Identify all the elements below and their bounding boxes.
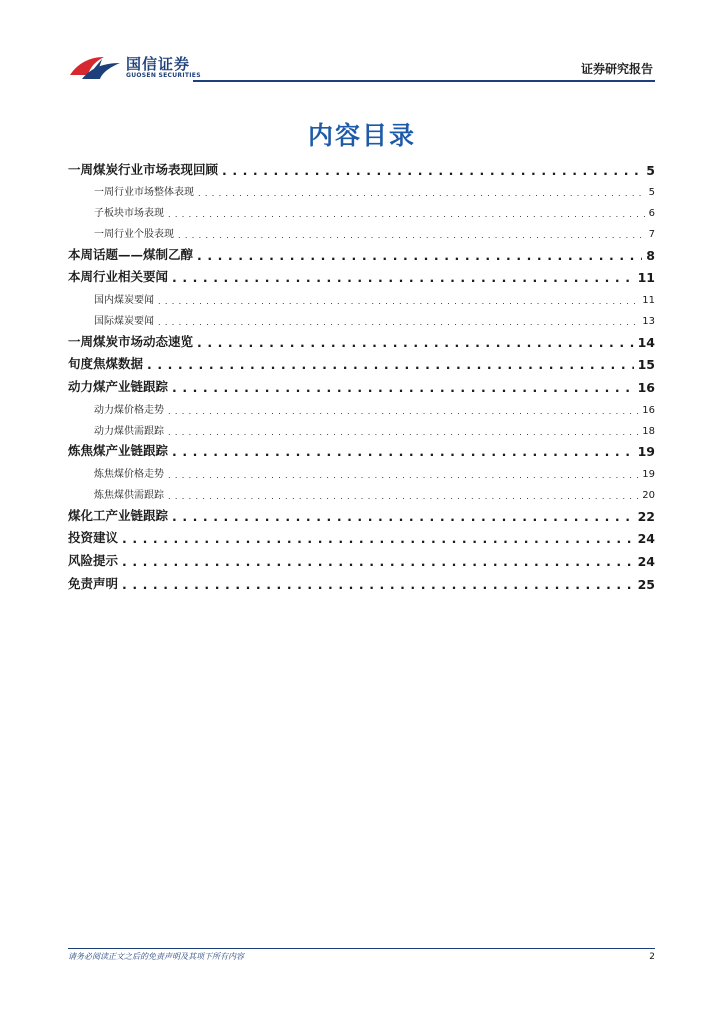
toc-entry-page: 16	[642, 404, 655, 416]
toc-entry-chapter[interactable]	[68, 263, 655, 286]
toc-entry-title: 煤化工产业链跟踪	[68, 507, 169, 523]
toc-dot-leader	[172, 444, 634, 459]
toc-entry-page: 18	[642, 425, 655, 437]
toc-entry-page: 25	[637, 576, 655, 592]
toc-entry-title: 炼焦煤价格走势	[94, 469, 164, 481]
toc-entry-chapter[interactable]	[68, 327, 655, 350]
toc-entry-chapter[interactable]	[68, 437, 655, 460]
toc-dot-leader	[168, 428, 638, 437]
toc-entry-page: 13	[642, 315, 655, 327]
toc-title: 内容目录	[307, 121, 416, 150]
toc-entry-title: 一周行业个股表现	[94, 228, 174, 240]
toc-dot-leader	[198, 189, 645, 198]
toc-entry-chapter[interactable]	[68, 155, 655, 178]
toc-entry-page: 8	[646, 247, 655, 263]
footer-divider	[68, 948, 655, 949]
report-type-label: 证券研究报告	[580, 62, 653, 76]
toc-entry-section[interactable]	[68, 306, 655, 327]
toc-entry-section[interactable]	[68, 480, 655, 501]
toc-entry-title: 本周行业相关要闻	[68, 269, 169, 285]
toc-entry-page: 5	[646, 162, 655, 178]
toc-entry-page: 5	[648, 187, 655, 199]
toc-entry-title: 炼焦煤产业链跟踪	[68, 443, 169, 459]
toc-dot-leader	[197, 335, 634, 350]
toc-dot-leader	[158, 297, 638, 306]
toc-entry-page: 7	[648, 228, 655, 240]
toc-entry-page: 11	[637, 270, 655, 286]
toc-entry-section[interactable]	[68, 198, 655, 219]
toc-entry-title: 一周煤炭行业市场表现回顾	[68, 161, 219, 177]
guosen-logo-icon	[68, 53, 122, 83]
toc-entry-section[interactable]	[68, 178, 655, 199]
toc-dot-leader	[172, 380, 634, 395]
toc-entry-title: 一周煤炭市场动态速览	[68, 333, 194, 349]
guosen-logo	[68, 50, 228, 90]
toc-dot-leader	[172, 509, 634, 524]
toc-entry-title: 国内煤炭要闻	[94, 295, 154, 307]
toc-entry-title: 旬度焦煤数据	[68, 356, 144, 372]
toc-dot-leader	[197, 248, 642, 263]
table-of-contents	[68, 155, 655, 592]
toc-entry-chapter[interactable]	[68, 524, 655, 547]
toc-entry-chapter[interactable]	[68, 546, 655, 569]
footer-disclaimer: 请务必阅读正文之后的免责声明及其项下所有内容	[68, 952, 244, 961]
logo-text-cn: 国信证券	[126, 55, 191, 73]
toc-dot-leader	[178, 231, 645, 240]
toc-dot-leader	[168, 492, 638, 501]
page-number: 2	[649, 952, 655, 962]
toc-entry-title: 风险提示	[68, 553, 119, 569]
toc-entry-title: 动力煤供需跟踪	[94, 425, 164, 437]
toc-dot-leader	[172, 270, 634, 285]
toc-dot-leader	[147, 357, 634, 372]
toc-entry-page: 20	[642, 489, 655, 501]
toc-entry-section[interactable]	[68, 395, 655, 416]
toc-entry-page: 6	[648, 208, 655, 220]
toc-entry-title: 投资建议	[68, 530, 119, 546]
toc-entry-title: 动力煤价格走势	[94, 404, 164, 416]
toc-entry-title: 一周行业市场整体表现	[94, 187, 194, 199]
toc-entry-title: 本周话题——煤制乙醇	[68, 246, 194, 262]
page-header	[68, 50, 655, 90]
toc-dot-leader	[158, 318, 638, 327]
toc-entry-page: 19	[637, 444, 655, 460]
toc-dot-leader	[222, 163, 642, 178]
toc-entry-section[interactable]	[68, 285, 655, 306]
header-divider	[193, 80, 655, 82]
toc-dot-leader	[122, 577, 634, 592]
toc-dot-leader	[122, 554, 634, 569]
toc-entry-page: 16	[637, 380, 655, 396]
toc-entry-page: 24	[637, 554, 655, 570]
toc-entry-page: 19	[642, 469, 655, 481]
toc-entry-chapter[interactable]	[68, 372, 655, 395]
toc-entry-section[interactable]	[68, 416, 655, 437]
logo-text-en: GUOSEN SECURITIES	[126, 72, 201, 79]
toc-entry-section[interactable]	[68, 459, 655, 480]
toc-entry-title: 子板块市场表现	[94, 208, 164, 220]
toc-entry-title: 国际煤炭要闻	[94, 315, 154, 327]
toc-entry-page: 15	[637, 357, 655, 373]
toc-dot-leader	[168, 471, 638, 480]
toc-entry-title: 动力煤产业链跟踪	[68, 379, 169, 395]
toc-entry-page: 24	[637, 531, 655, 547]
toc-entry-chapter[interactable]	[68, 350, 655, 373]
toc-entry-title: 免责声明	[68, 575, 119, 591]
toc-dot-leader	[122, 531, 634, 546]
toc-entry-chapter[interactable]	[68, 240, 655, 263]
toc-dot-leader	[168, 210, 645, 219]
toc-entry-chapter[interactable]	[68, 501, 655, 524]
toc-entry-page: 11	[642, 295, 655, 307]
toc-entry-page: 22	[637, 508, 655, 524]
toc-entry-page: 14	[637, 334, 655, 350]
toc-entry-section[interactable]	[68, 219, 655, 240]
toc-dot-leader	[168, 407, 638, 416]
toc-entry-chapter[interactable]	[68, 569, 655, 592]
toc-entry-title: 炼焦煤供需跟踪	[94, 489, 164, 501]
